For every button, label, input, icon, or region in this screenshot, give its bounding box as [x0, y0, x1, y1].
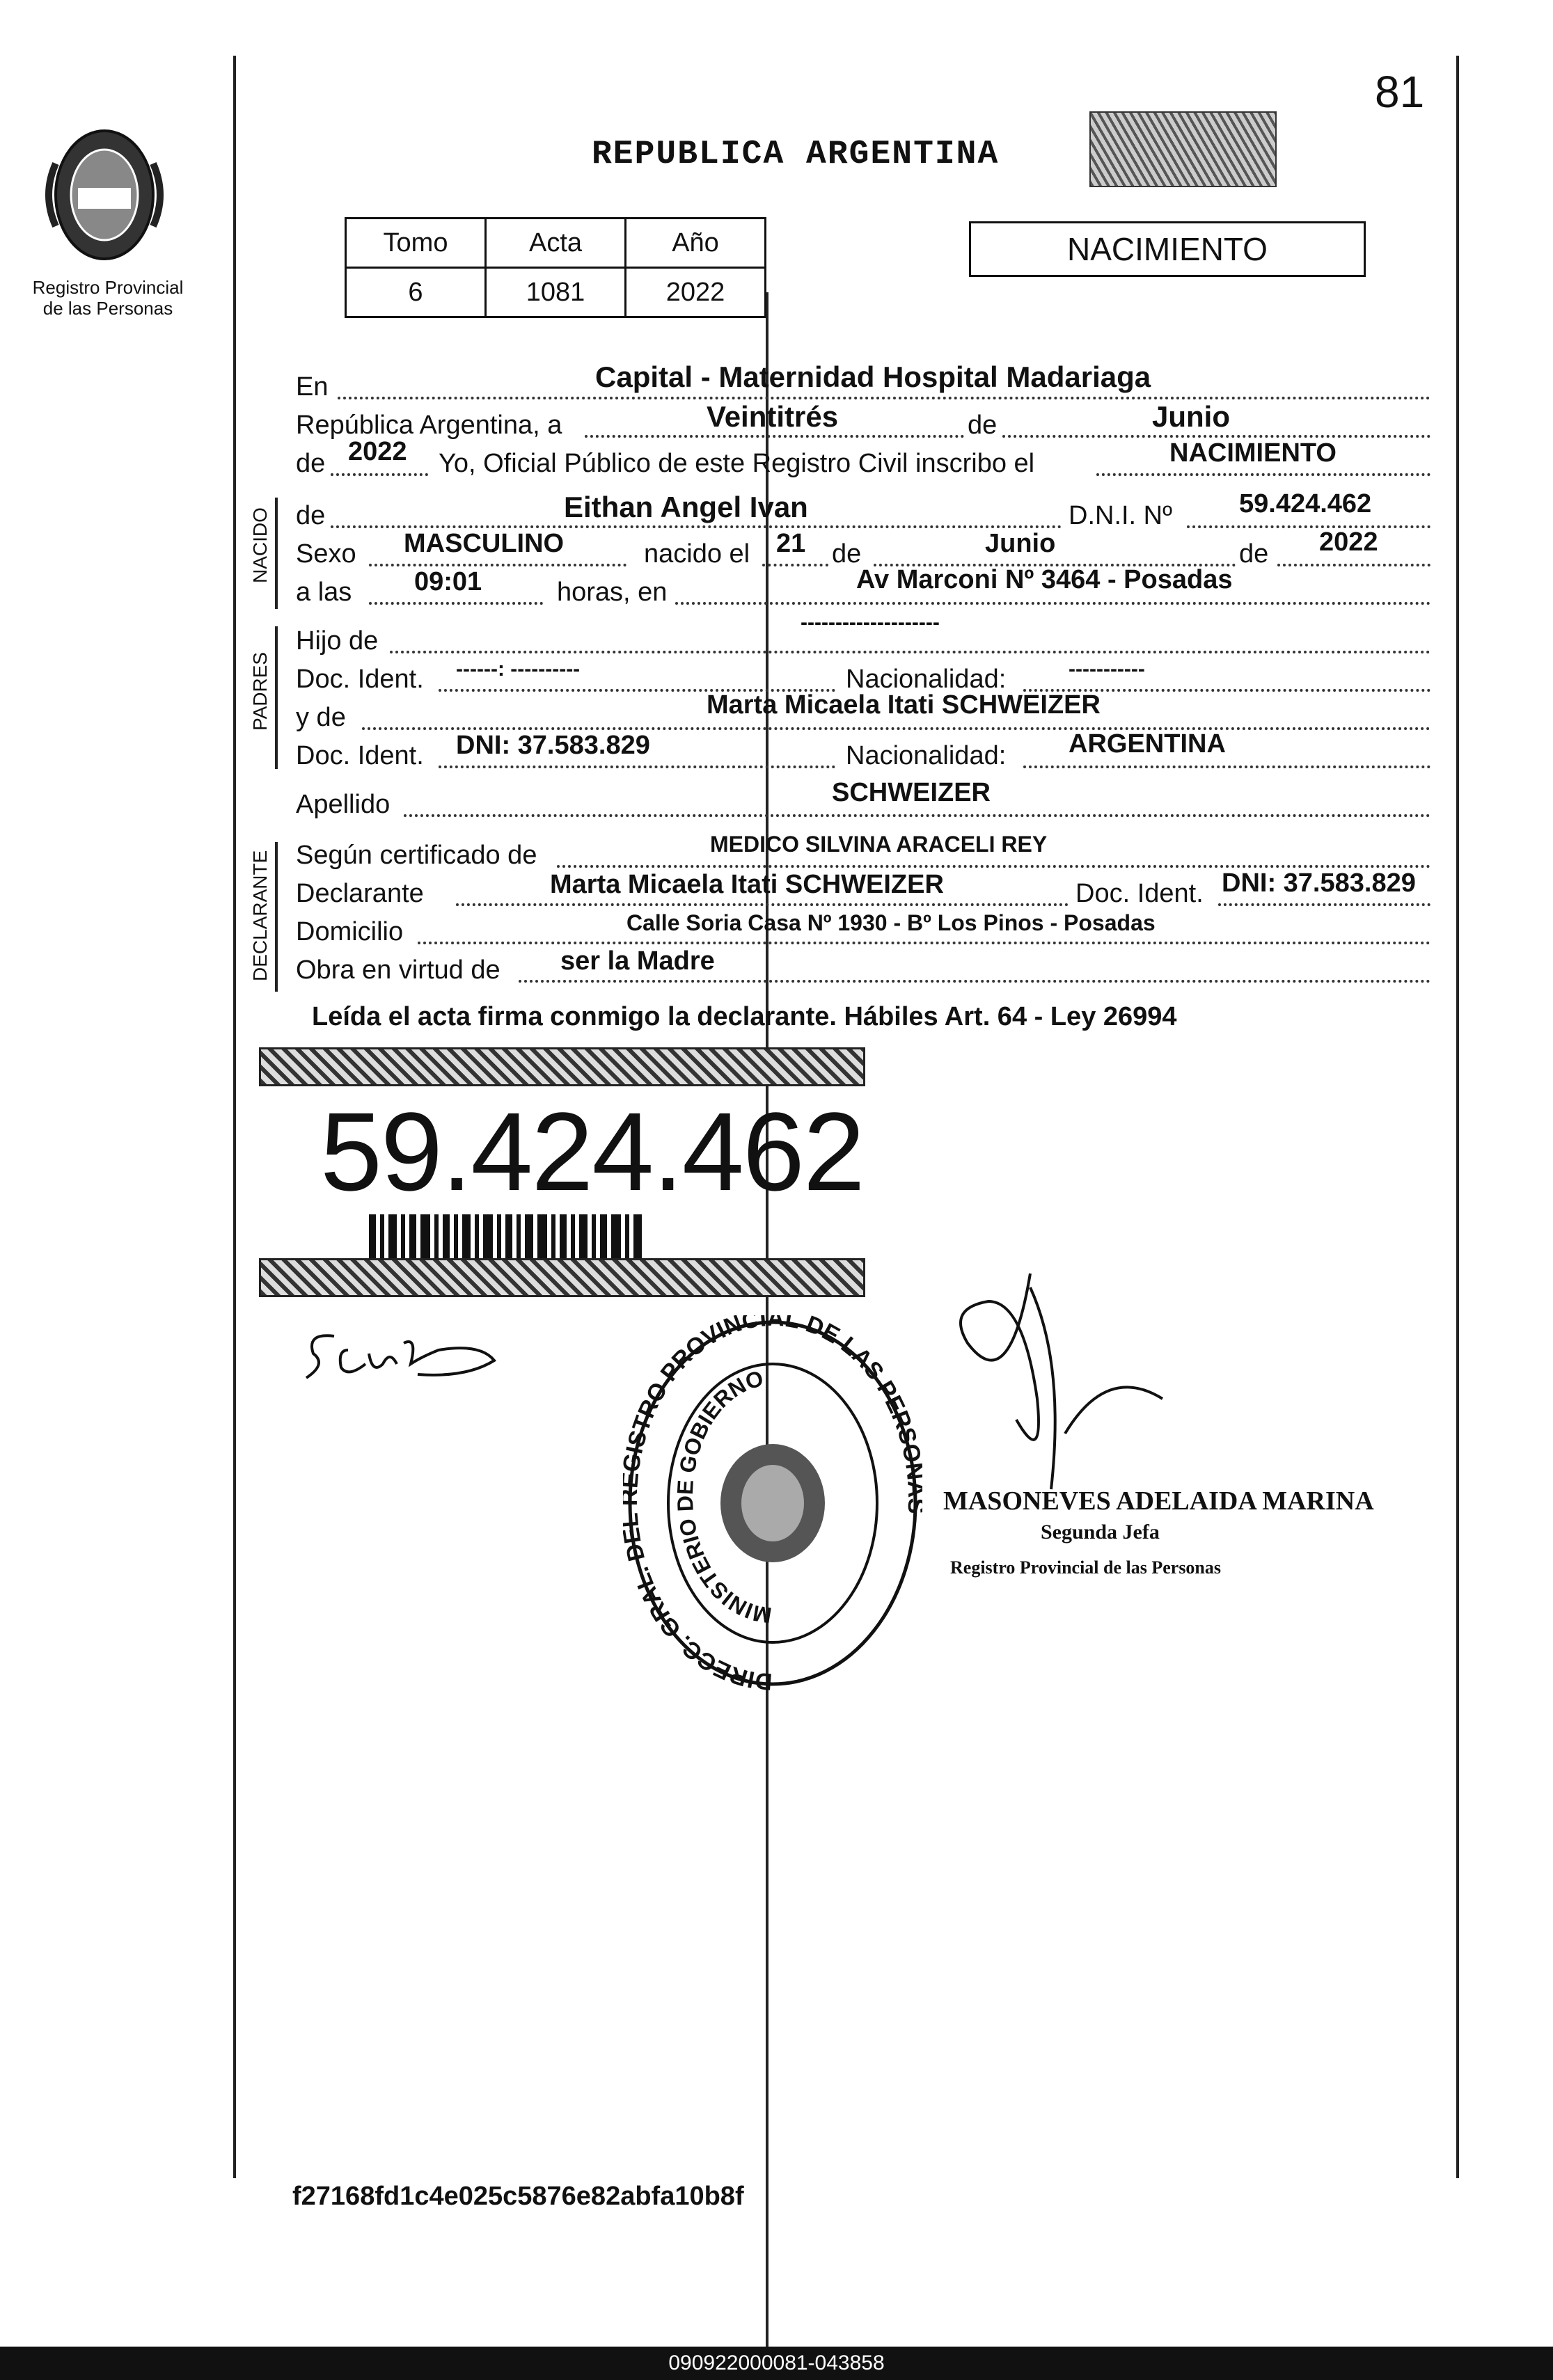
- official-role: Segunda Jefa: [1041, 1521, 1160, 1544]
- value-month: Junio: [1152, 400, 1230, 433]
- label-hijo-de: Hijo de: [296, 626, 379, 656]
- label-de-anio: de: [1239, 539, 1269, 569]
- value-address: Av Marconi Nº 3464 - Posadas: [856, 565, 1233, 594]
- dotted-line: [1023, 765, 1430, 768]
- value-anio: 2022: [626, 268, 766, 317]
- value-year: 2022: [348, 437, 407, 466]
- value-declarante-doc: DNI: 37.583.829: [1222, 868, 1416, 898]
- dotted-line: [675, 602, 1430, 605]
- province-seal: [35, 122, 174, 268]
- section-bar-nacido: [275, 498, 278, 609]
- footer-code: 090922000081-043858: [668, 2351, 885, 2374]
- dotted-line: [362, 727, 1430, 730]
- value-sexo: MASCULINO: [404, 529, 565, 558]
- signature-icon: [299, 1322, 508, 1385]
- right-margin-line: [1456, 56, 1459, 2178]
- label-y-de: y de: [296, 703, 346, 732]
- value-name: Eithan Angel Ivan: [564, 491, 808, 523]
- dotted-line: [1002, 435, 1430, 438]
- header-acta: Acta: [486, 219, 626, 268]
- value-father-nationality: -----------: [1069, 658, 1145, 681]
- side-label-padres: PADRES: [249, 651, 271, 731]
- footer-bar: [0, 2347, 1553, 2380]
- header-tomo: Tomo: [346, 219, 486, 268]
- label-en: En: [296, 372, 329, 402]
- dotted-line: [369, 602, 543, 605]
- label-doc-ident: Doc. Ident.: [296, 665, 424, 694]
- left-margin-line: [233, 56, 236, 2178]
- dotted-line: [1218, 903, 1430, 906]
- value-tomo: 6: [346, 268, 486, 317]
- page-number: 81: [1375, 67, 1425, 117]
- seal-emblem-icon: [35, 122, 174, 268]
- dotted-line: [1187, 525, 1430, 528]
- registry-table: [345, 217, 766, 318]
- stamp-inner-text: MINISTERIO DE GOBIERNO: [672, 1365, 774, 1628]
- dotted-line: [369, 564, 626, 566]
- stamp-ring-text: DIRECC. GRAL. D ISTRO PROVINCIAL DE LAS PERS: [623, 1315, 922, 1691]
- header-anio: Año: [626, 219, 766, 268]
- label-nacionalidad-2: Nacionalidad:: [846, 741, 1007, 770]
- dotted-line: [331, 473, 428, 476]
- dotted-line: [519, 980, 1430, 983]
- value-day: Veintitrés: [707, 400, 839, 433]
- label-doc-ident-2: Doc. Ident.: [296, 741, 424, 770]
- label-de-mes: de: [832, 539, 862, 569]
- value-inscribe: NACIMIENTO: [1169, 438, 1337, 468]
- dotted-line: [1096, 473, 1430, 476]
- value-declarante: Marta Micaela Itati SCHWEIZER: [550, 870, 944, 899]
- office-name: Registro Provincial de las Personas: [32, 277, 184, 319]
- document-hash: f27168fd1c4e025c5876e82abfa10b8f: [292, 2182, 744, 2211]
- label-nacido-el: nacido el: [644, 539, 750, 569]
- value-domicilio: Calle Soria Casa Nº 1930 - Bº Los Pinos - Posadas: [626, 910, 1156, 935]
- label-horas-en: horas, en: [557, 578, 668, 607]
- official-name: MASONEVES ADELAIDA MARINA: [943, 1486, 1374, 1516]
- side-label-nacido: NACIDO: [249, 507, 271, 583]
- official-office: Registro Provincial de las Personas: [950, 1557, 1222, 1578]
- section-bar-declarante: [275, 842, 278, 992]
- record-type-box: NACIMIENTO: [969, 221, 1366, 277]
- label-de-year: de: [296, 449, 326, 478]
- side-label-declarante: DECLARANTE: [249, 850, 271, 981]
- dotted-line: [390, 651, 1430, 653]
- label-doc-ident-3: Doc. Ident.: [1075, 879, 1204, 908]
- value-mother-doc: DNI: 37.583.829: [456, 731, 650, 760]
- value-apellido: SCHWEIZER: [832, 778, 991, 807]
- label-domicilio: Domicilio: [296, 917, 404, 946]
- country-title: REPUBLICA ARGENTINA: [592, 136, 1000, 173]
- dotted-line: [404, 814, 1430, 817]
- label-apellido: Apellido: [296, 790, 391, 819]
- dotted-line: [762, 564, 828, 566]
- label-obra: Obra en virtud de: [296, 955, 500, 985]
- value-acta: 1081: [486, 268, 626, 317]
- dni-big: 59.424.462: [320, 1089, 864, 1214]
- label-dni: D.N.I. Nº: [1069, 501, 1172, 530]
- label-republica: República Argentina, a: [296, 411, 562, 440]
- label-segun: Según certificado de: [296, 841, 537, 870]
- label-nacionalidad: Nacionalidad:: [846, 665, 1007, 694]
- value-obra: ser la Madre: [560, 946, 715, 976]
- value-mother-nationality: ARGENTINA: [1069, 729, 1226, 759]
- dotted-line: [585, 435, 964, 438]
- label-de: de: [968, 411, 998, 440]
- value-certificado: MEDICO SILVINA ARACELI REY: [710, 832, 1048, 857]
- value-birth-day: 21: [776, 529, 806, 558]
- dotted-line: [456, 903, 1069, 906]
- dotted-line: [1277, 564, 1430, 566]
- dotted-line: [439, 765, 835, 768]
- label-a-las: a las: [296, 578, 352, 607]
- stamp-seal-icon: [623, 1315, 922, 1691]
- label-declarante: Declarante: [296, 879, 424, 908]
- security-band-bottom: [259, 1258, 865, 1297]
- value-father: --------------------: [801, 611, 940, 634]
- official-stamp: [623, 1315, 922, 1691]
- label-oficial: Yo, Oficial Público de este Registro Civil inscribo el: [439, 449, 1035, 478]
- closing-text: Leída el acta firma conmigo la declarante. Hábiles Art. 64 - Ley 26994: [312, 1002, 1177, 1031]
- label-de-name: de: [296, 501, 326, 530]
- dotted-line: [418, 942, 1430, 944]
- dotted-line: [557, 865, 1430, 868]
- section-bar-padres: [275, 626, 278, 769]
- label-sexo: Sexo: [296, 539, 356, 569]
- security-band-top: [259, 1047, 865, 1086]
- value-hora: 09:01: [414, 567, 482, 596]
- value-father-doc: ------: ----------: [456, 658, 581, 681]
- declarant-signature: [299, 1322, 508, 1388]
- value-birth-year: 2022: [1319, 527, 1378, 557]
- value-birth-month: Junio: [985, 529, 1056, 558]
- security-hologram: [1089, 111, 1277, 187]
- dotted-line: [331, 525, 1062, 528]
- dotted-line: [338, 397, 1430, 399]
- value-mother: Marta Micaela Itati SCHWEIZER: [707, 690, 1101, 720]
- value-place: Capital - Maternidad Hospital Madariaga: [595, 360, 1151, 393]
- value-dni: 59.424.462: [1239, 489, 1372, 518]
